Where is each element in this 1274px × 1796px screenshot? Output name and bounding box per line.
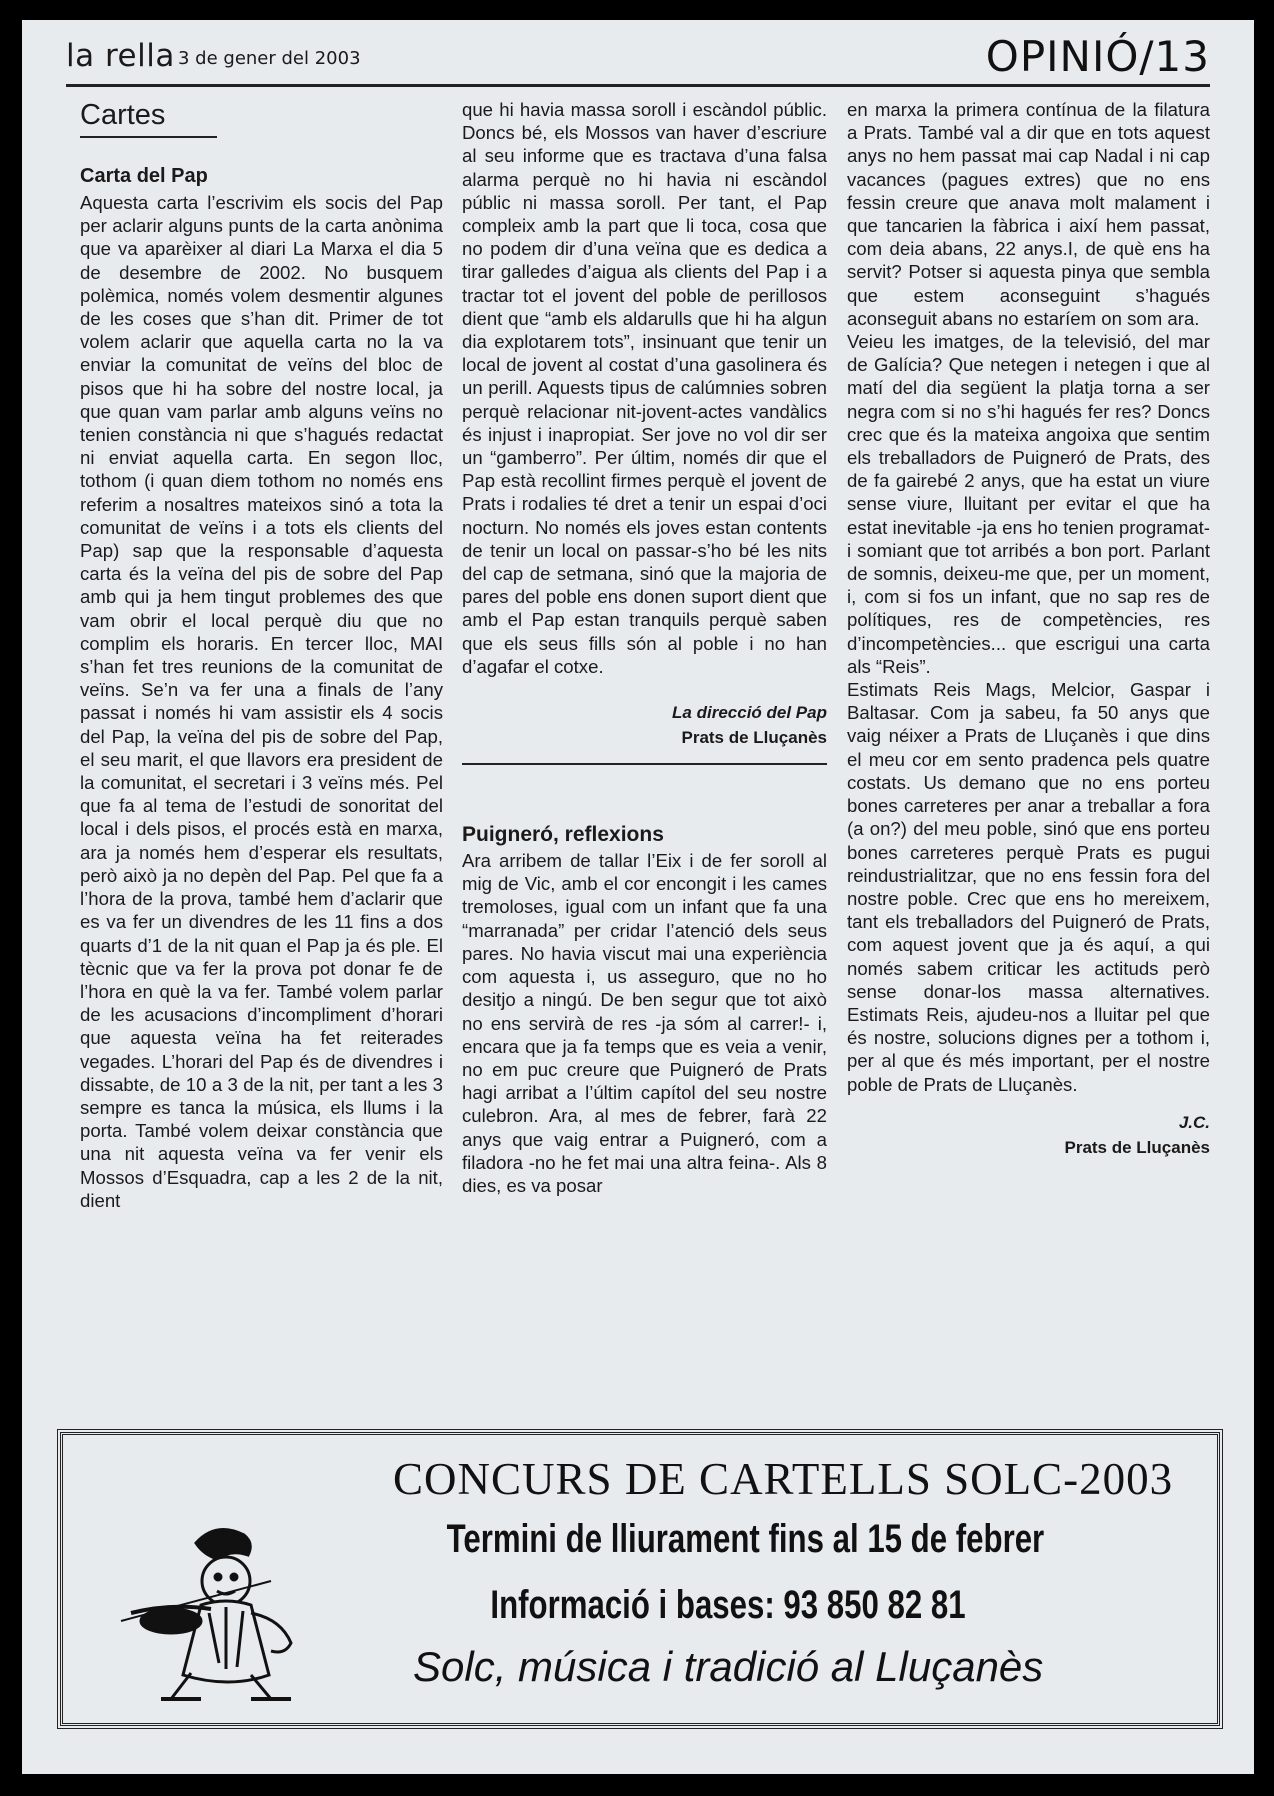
signature-place: Prats de Lluçanès xyxy=(681,728,827,748)
page-header xyxy=(66,28,1210,87)
publication-name: la rella xyxy=(66,38,175,74)
article-body: Ara arribem de tallar l’Eix i de fer soroll al mig de Vic, amb el cor encongit i les cames tremoloses, igual com un infant que fa una “marranada” per cridar l’atenció dels seus pares. No havia viscut mai una experiència com aquesta i, us asseguro, que no ho desitjo a ningú. De ben segur que tot això no ens servirà de res -ja sóm al carrer!- i, encara que ja fa temps que es veia a venir, no em puc creure que Puigneró de Prats hagi arribat a l’últim capítol del seu nostre culebron. Ara, al mes de febrer, farà 22 anys que vaig entrar a Puigneró, com a filadora -no he fet mai una altra feina-. Als 8 dies, es va posar xyxy=(462,850,827,1196)
ad-deadline: Termini de lliurament fins al 15 de febrer xyxy=(446,1517,1045,1561)
issue-date: 3 de gener del 2003 xyxy=(178,48,361,69)
ad-info-phone: Informació i bases: 93 850 82 81 xyxy=(490,1583,966,1627)
article-body: que hi havia massa soroll i escàndol públic. Doncs bé, els Mossos van haver d’escriure al seu informe que es tractava d’una falsa alarma perquè no hi havia ni escàndol públic ni massa soroll. Per tant, el Pap compleix amb la part que li toca, cosa que no podem dir d’una veïna que es dedica a tirar galledes d’aigua als clients del Pap i a tractar tot el jovent del poble de perillosos dient que “amb els aldarulls que hi ha algun dia explotarem tots”, insinuant que tenir un local de jovent al costat d’una gasolinera és un perill. Aquests tipus de calúmnies sobren perquè relacionar nit-jovent-actes vandàlics és injust i inapropiat. Ser jove no vol dir ser un “gamberro”. Per últim, només dir que el Pap està recollint firmes perquè el jovent de Prats i rodalies té dret a tenir un espai d’oci nocturn. No només els joves estan contents de tenir un local on passar-s’ho bé les nits del cap de setmana, sinó que la majoria de pares del poble ens donen suport dient que amb el Pap estan tranquils perquè saben que els seus fills són al poble i no han d’agafar el cotxe. xyxy=(462,99,827,677)
signature-name: J.C. xyxy=(1178,1112,1210,1132)
article-divider xyxy=(462,763,827,765)
newspaper-page xyxy=(22,20,1254,1774)
signature-place: Prats de Lluçanès xyxy=(1064,1137,1210,1157)
section-title: Cartes xyxy=(80,98,217,138)
article-signature xyxy=(462,700,827,750)
advertisement-box xyxy=(60,1432,1220,1726)
article-body: en marxa la primera contínua de la filatura a Prats. També val a dir que en tots aquest anys no hem passat mai cap Nadal i ni cap vacances (pagues extres) que no ens fessin creure que anava molt malament i que tancarien la fàbrica i així hem passat, com deia abans, 22 anys.I, de què ens ha servit? Potser si aquesta pinya que sembla que estem aconseguint s’hagués aconseguit abans no estaríem on som ara. xyxy=(847,99,1210,329)
article-signature xyxy=(847,1110,1210,1160)
column-1 xyxy=(80,98,443,1212)
ad-title: CONCURS DE CARTELLS SOLC-2003 xyxy=(393,1454,1174,1504)
article-body: Aquesta carta l’escrivim els socis del Pap per aclarir alguns punts de la carta anònima que va aparèixer al diari La Marxa el dia 5 de desembre de 2002. No busquem polèmica, només volem desmentir algunes de les coses que s’han dit. Primer de tot volem aclarir que aquella carta no la va enviar la comunitat de veïns del bloc de pisos que hi ha sobre del nostre local, ja que quan vam parlar amb alguns veïns no tenien constància ni que s’hagués redactat ni enviat aquella carta. En segon lloc, tothom (i quan diem tothom no només ens referim a nosaltres mateixos sinó a tota la comunitat de veïns i a tots els clients del Pap) sap que la responsable d’aquesta carta és la veïna del pis de sobre del Pap amb qui ja hem tingut problemes des que vam obrir el local perquè diu que no complim els horaris. En tercer lloc, MAI s’han fet tres reunions de la comunitat de veïns. Se’n va fer una a finals de l’any passat i només hi vam assistir els 4 socis del Pap, la veïna del pis de sobre del Pap, el seu marit, el que llavors era president de la comunitat, el secretari i 3 veïns més. Pel que fa al tema de l’estudi de sonoritat del local i dels pisos, el procés està en marxa, ara ja només hem d’esperar els resultats, però això ja no depèn del Pap. Pel que fa a l’hora de la prova, també hem d’aclarir que es va fer un divendres de les 11 fins a dos quarts d’1 de la nit quan el Pap ja és ple. El tècnic que va fer la prova pot donar fe de l’hora en què la va fer. També volem parlar de les acusacions d’incompliment d’horari que aquesta veïna ha fet reiterades vegades. L’horari del Pap és de divendres i dissabte, de 10 a 3 de la nit, per tant a les 3 sempre es tanca la música, els llums i la porta. També volem deixar constància que una nit aquesta veïna va fer venir els Mossos d’Esquadra, cap a les 2 de la nit, dient xyxy=(80,192,443,1211)
article-body: Estimats Reis Mags, Melcior, Gaspar i Baltasar. Com ja sabeu, fa 50 anys que vaig néixer a Prats de Lluçanès i que dins el meu cor em sento pradenca pels quatre costats. Us demano que no ens porteu bones carreteres per anar a treballar a fora (a on?) del meu poble, sinó que ens porteu bones carreteres perquè Prats es pugui reindustrialitzar, que no ens fessin fora del nostre poble. Crec que ens ho mereixem, tant els treballadors del Puigneró de Prats, com aquest jovent que ja és aquí, a qui només sabem criticar les actituds però sense donar-los massa alternatives. Estimats Reis, ajudeu-nos a lluitar pel que és nostre, solucions dignes per a tothom i, per al que és més important, per el nostre poble de Prats de Lluçanès. xyxy=(847,679,1210,1095)
column-2 xyxy=(462,98,827,1197)
column-3 xyxy=(847,98,1210,1160)
signature-name: La direcció del Pap xyxy=(672,703,827,723)
article-title-puignero: Puigneró, reflexions xyxy=(462,823,664,847)
article-title-carta-del-pap: Carta del Pap xyxy=(80,165,208,187)
article-body: Veieu les imatges, de la televisió, del mar de Galícia? Que netegen i netegen i que al matí del dia següent la platja torna a ser negra com si no s’hi hagués fer res? Doncs crec que és la mateixa angoixa que sentim els treballadors de Puigneró de Prats, des de fa gairebé 2 anys, que ha estat un viure sense viure, lluitant per evitar el que ha estat inevitable -ja ens ho tenien programat- i somiant que tot arribés a bon port. Parlant de somnis, deixeu-me que, per un moment, i, com si fos un infant, que no sap res de polítiques, res de competències, res d’incompetències... que escrigui una carta als “Reis”. xyxy=(847,331,1210,677)
section-page-number: OPINIÓ/13 xyxy=(985,32,1210,81)
ad-slogan: Solc, música i tradició al Lluçanès xyxy=(413,1643,1044,1690)
violinist-illustration xyxy=(101,1503,321,1703)
